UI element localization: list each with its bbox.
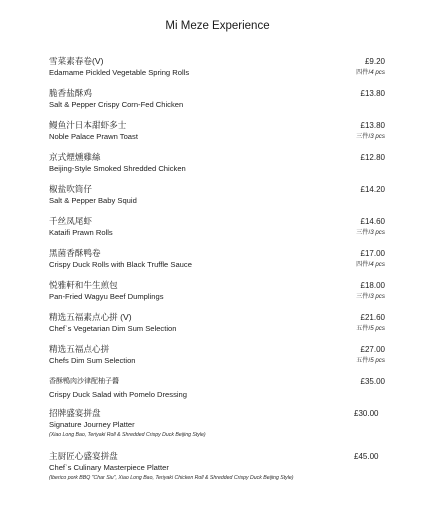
item-name-chinese: 精选五福素点心拼 (V) bbox=[49, 312, 132, 322]
item-name-english: Chef`s Culinary Masterpiece Platter bbox=[49, 463, 169, 472]
menu-item bbox=[49, 248, 385, 270]
item-price: £13.80 bbox=[360, 121, 385, 130]
item-pieces: 五件/5 pcs bbox=[356, 325, 385, 332]
item-name-english: Chef`s Vegetarian Dim Sum Selection bbox=[49, 324, 177, 333]
item-name-english: Kataifi Prawn Rolls bbox=[49, 228, 113, 237]
item-name-chinese: 鳗鱼汁日本甜虾多士 bbox=[49, 120, 127, 130]
menu-item bbox=[49, 56, 385, 78]
menu-item bbox=[49, 312, 385, 334]
menu-item bbox=[49, 451, 385, 482]
item-name-english: Noble Palace Prawn Toast bbox=[49, 132, 138, 141]
item-price: £14.60 bbox=[360, 217, 385, 226]
item-price: £45.00 bbox=[354, 452, 379, 461]
item-price: £13.80 bbox=[360, 89, 385, 98]
item-price: £17.00 bbox=[360, 249, 385, 258]
item-price: £21.60 bbox=[360, 313, 385, 322]
item-name-chinese: 黑菌香酥鸭卷 bbox=[49, 248, 101, 258]
item-name-english: Crispy Duck Rolls with Black Truffle Sauce bbox=[49, 260, 192, 269]
item-name-chinese: 雪菜素春卷(V) bbox=[49, 56, 104, 66]
menu-item bbox=[49, 152, 385, 174]
menu-item bbox=[49, 344, 385, 366]
item-pieces: 三件/3 pcs bbox=[356, 229, 385, 236]
menu-item bbox=[49, 280, 385, 302]
item-name-english: Crispy Duck Salad with Pomelo Dressing bbox=[49, 390, 188, 399]
item-name-english: Signature Journey Platter bbox=[49, 420, 135, 429]
item-name-english: Pan-Fried Wagyu Beef Dumplings bbox=[49, 292, 164, 301]
menu-item bbox=[49, 408, 385, 439]
item-description: (Xiao Long Bao, Teriyaki Roll & Shredded Crispy Duck Beijing Style) bbox=[49, 432, 206, 438]
item-name-chinese: 主厨匠心盛宴拼盘 bbox=[49, 451, 118, 461]
item-price: £30.00 bbox=[354, 409, 379, 418]
item-name-chinese: 京式煙燻雞絲 bbox=[49, 152, 101, 162]
item-price: £35.00 bbox=[360, 377, 385, 386]
item-name-english: Salt & Pepper Crispy Corn-Fed Chicken bbox=[49, 100, 184, 109]
item-price: £18.00 bbox=[360, 281, 385, 290]
item-name-english: Edamame Pickled Vegetable Spring Rolls bbox=[49, 68, 190, 77]
item-name-chinese: 脆香盐酥鸡 bbox=[49, 88, 92, 98]
item-pieces: 三件/3 pcs bbox=[356, 133, 385, 140]
item-pieces: 四件/4 pcs bbox=[356, 261, 385, 268]
item-pieces: 四件/4 pcs bbox=[356, 69, 385, 76]
item-price: £27.00 bbox=[360, 345, 385, 354]
item-name-chinese: 精选五福点心拼 bbox=[49, 344, 110, 354]
item-price: £12.80 bbox=[360, 153, 385, 162]
menu-item bbox=[49, 184, 385, 206]
item-description: (Iberico pork BBQ "Char Siu", Xiao Long Bao, Teriyaki Chicken Roll & Shredded Crispy Duck Beijing Style) bbox=[49, 475, 294, 481]
item-name-english: Chefs Dim Sum Selection bbox=[49, 356, 136, 365]
page-title: Mi Meze Experience bbox=[165, 20, 270, 32]
menu-item bbox=[49, 216, 385, 238]
item-name-chinese: 悦雅軒和牛生煎包 bbox=[49, 280, 118, 290]
menu-item bbox=[49, 88, 385, 110]
item-price: £9.20 bbox=[364, 57, 385, 66]
item-name-chinese: 千丝凤尾虾 bbox=[49, 216, 92, 226]
item-name-chinese: 香酥鴨肉沙律配柚子醬 bbox=[49, 378, 119, 385]
item-name-english: Salt & Pepper Baby Squid bbox=[49, 196, 137, 205]
item-name-chinese: 招牌盛宴拼盘 bbox=[49, 408, 101, 418]
item-name-english: Beijing-Style Smoked Shredded Chicken bbox=[49, 164, 186, 173]
item-pieces: 五件/5 pcs bbox=[356, 357, 385, 364]
menu-item bbox=[49, 376, 385, 400]
item-price: £14.20 bbox=[360, 185, 385, 194]
item-name-chinese: 椒盐吹筒仔 bbox=[49, 184, 92, 194]
item-pieces: 三件/3 pcs bbox=[356, 293, 385, 300]
menu-item bbox=[49, 120, 385, 142]
